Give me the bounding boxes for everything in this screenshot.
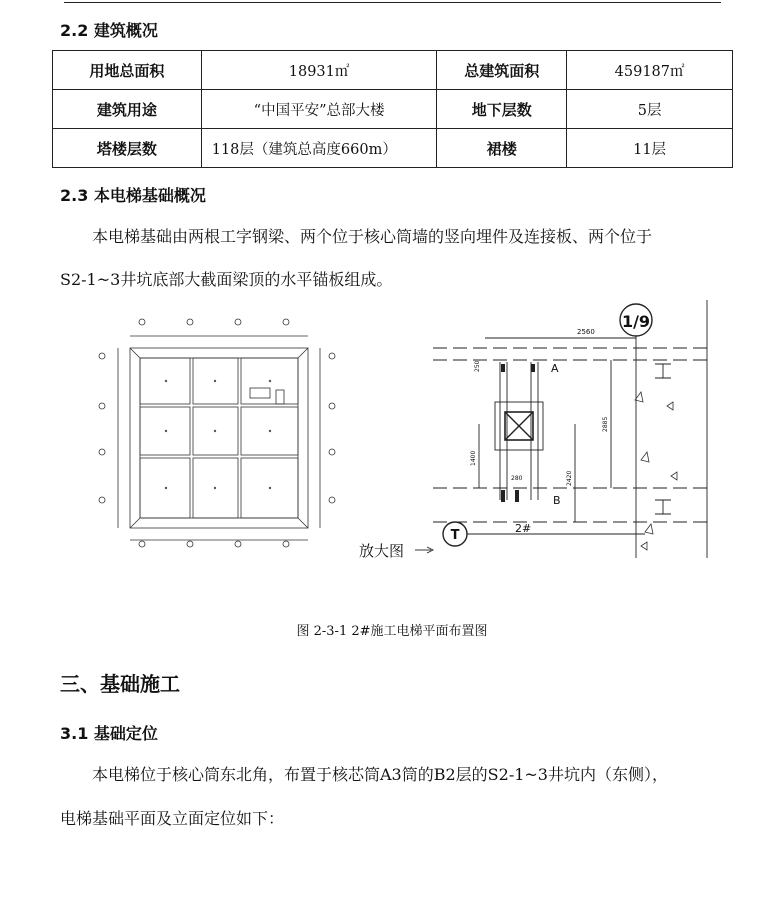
section-heading: 2.2 建筑概况 [60,21,158,40]
table-label: 总建筑面积 [437,51,567,90]
table-label: 建筑用途 [53,90,202,129]
table-value: 11层 [567,129,733,168]
figure-caption: 图 2-3-1 2#施工电梯平面布置图 [296,624,488,639]
table-row [53,51,733,90]
section-heading: 3.1 基础定位 [60,724,158,743]
table-row [53,129,733,168]
paragraph-line: 电梯基础平面及立面定位如下： [60,809,285,828]
table-value: 459187㎡ [567,51,733,90]
zoom-label: 放大图 [359,542,405,560]
dimension-label: 2885 [602,416,609,432]
elevator-number-label: 2# [515,522,532,535]
chapter-heading: 三、基础施工 [60,672,180,696]
dimension-label: 280 [511,475,523,482]
dimension-label: 250 [474,360,481,372]
point-label: A [551,362,559,375]
table-label: 用地总面积 [53,51,202,90]
building-overview-table [52,50,733,168]
floor-plan-drawing [90,300,350,560]
table-value: 18931㎡ [201,51,437,90]
dimension-label: 1400 [470,450,477,466]
paragraph-line: 本电梯位于核心筒东北角，布置于核芯筒A3筒的B2层的S2-1~3井坑内（东侧）， [92,765,668,784]
axis-label-1-9: 1/9 [621,312,651,331]
table-label: 地下层数 [437,90,567,129]
enlarged-detail-drawing [355,300,715,570]
section-heading: 2.3 本电梯基础概况 [60,186,206,205]
table-row [53,90,733,129]
table-label: 塔楼层数 [53,129,202,168]
table-value: “中国平安”总部大楼 [201,90,437,129]
table-value: 118层（建筑总高度660m） [201,129,437,168]
dimension-label: 2560 [577,328,595,336]
table-label: 裙楼 [437,129,567,168]
paragraph-line: S2-1~3井坑底部大截面梁顶的水平锚板组成。 [60,270,393,289]
dimension-label: 2420 [566,470,573,486]
section-mark-t: T [450,528,460,543]
table-value: 5层 [567,90,733,129]
point-label: B [553,494,561,507]
paragraph-line: 本电梯基础由两根工字钢梁、两个位于核心筒墙的竖向埋件及连接板、两个位于 [92,227,653,246]
header-rule [64,2,721,3]
